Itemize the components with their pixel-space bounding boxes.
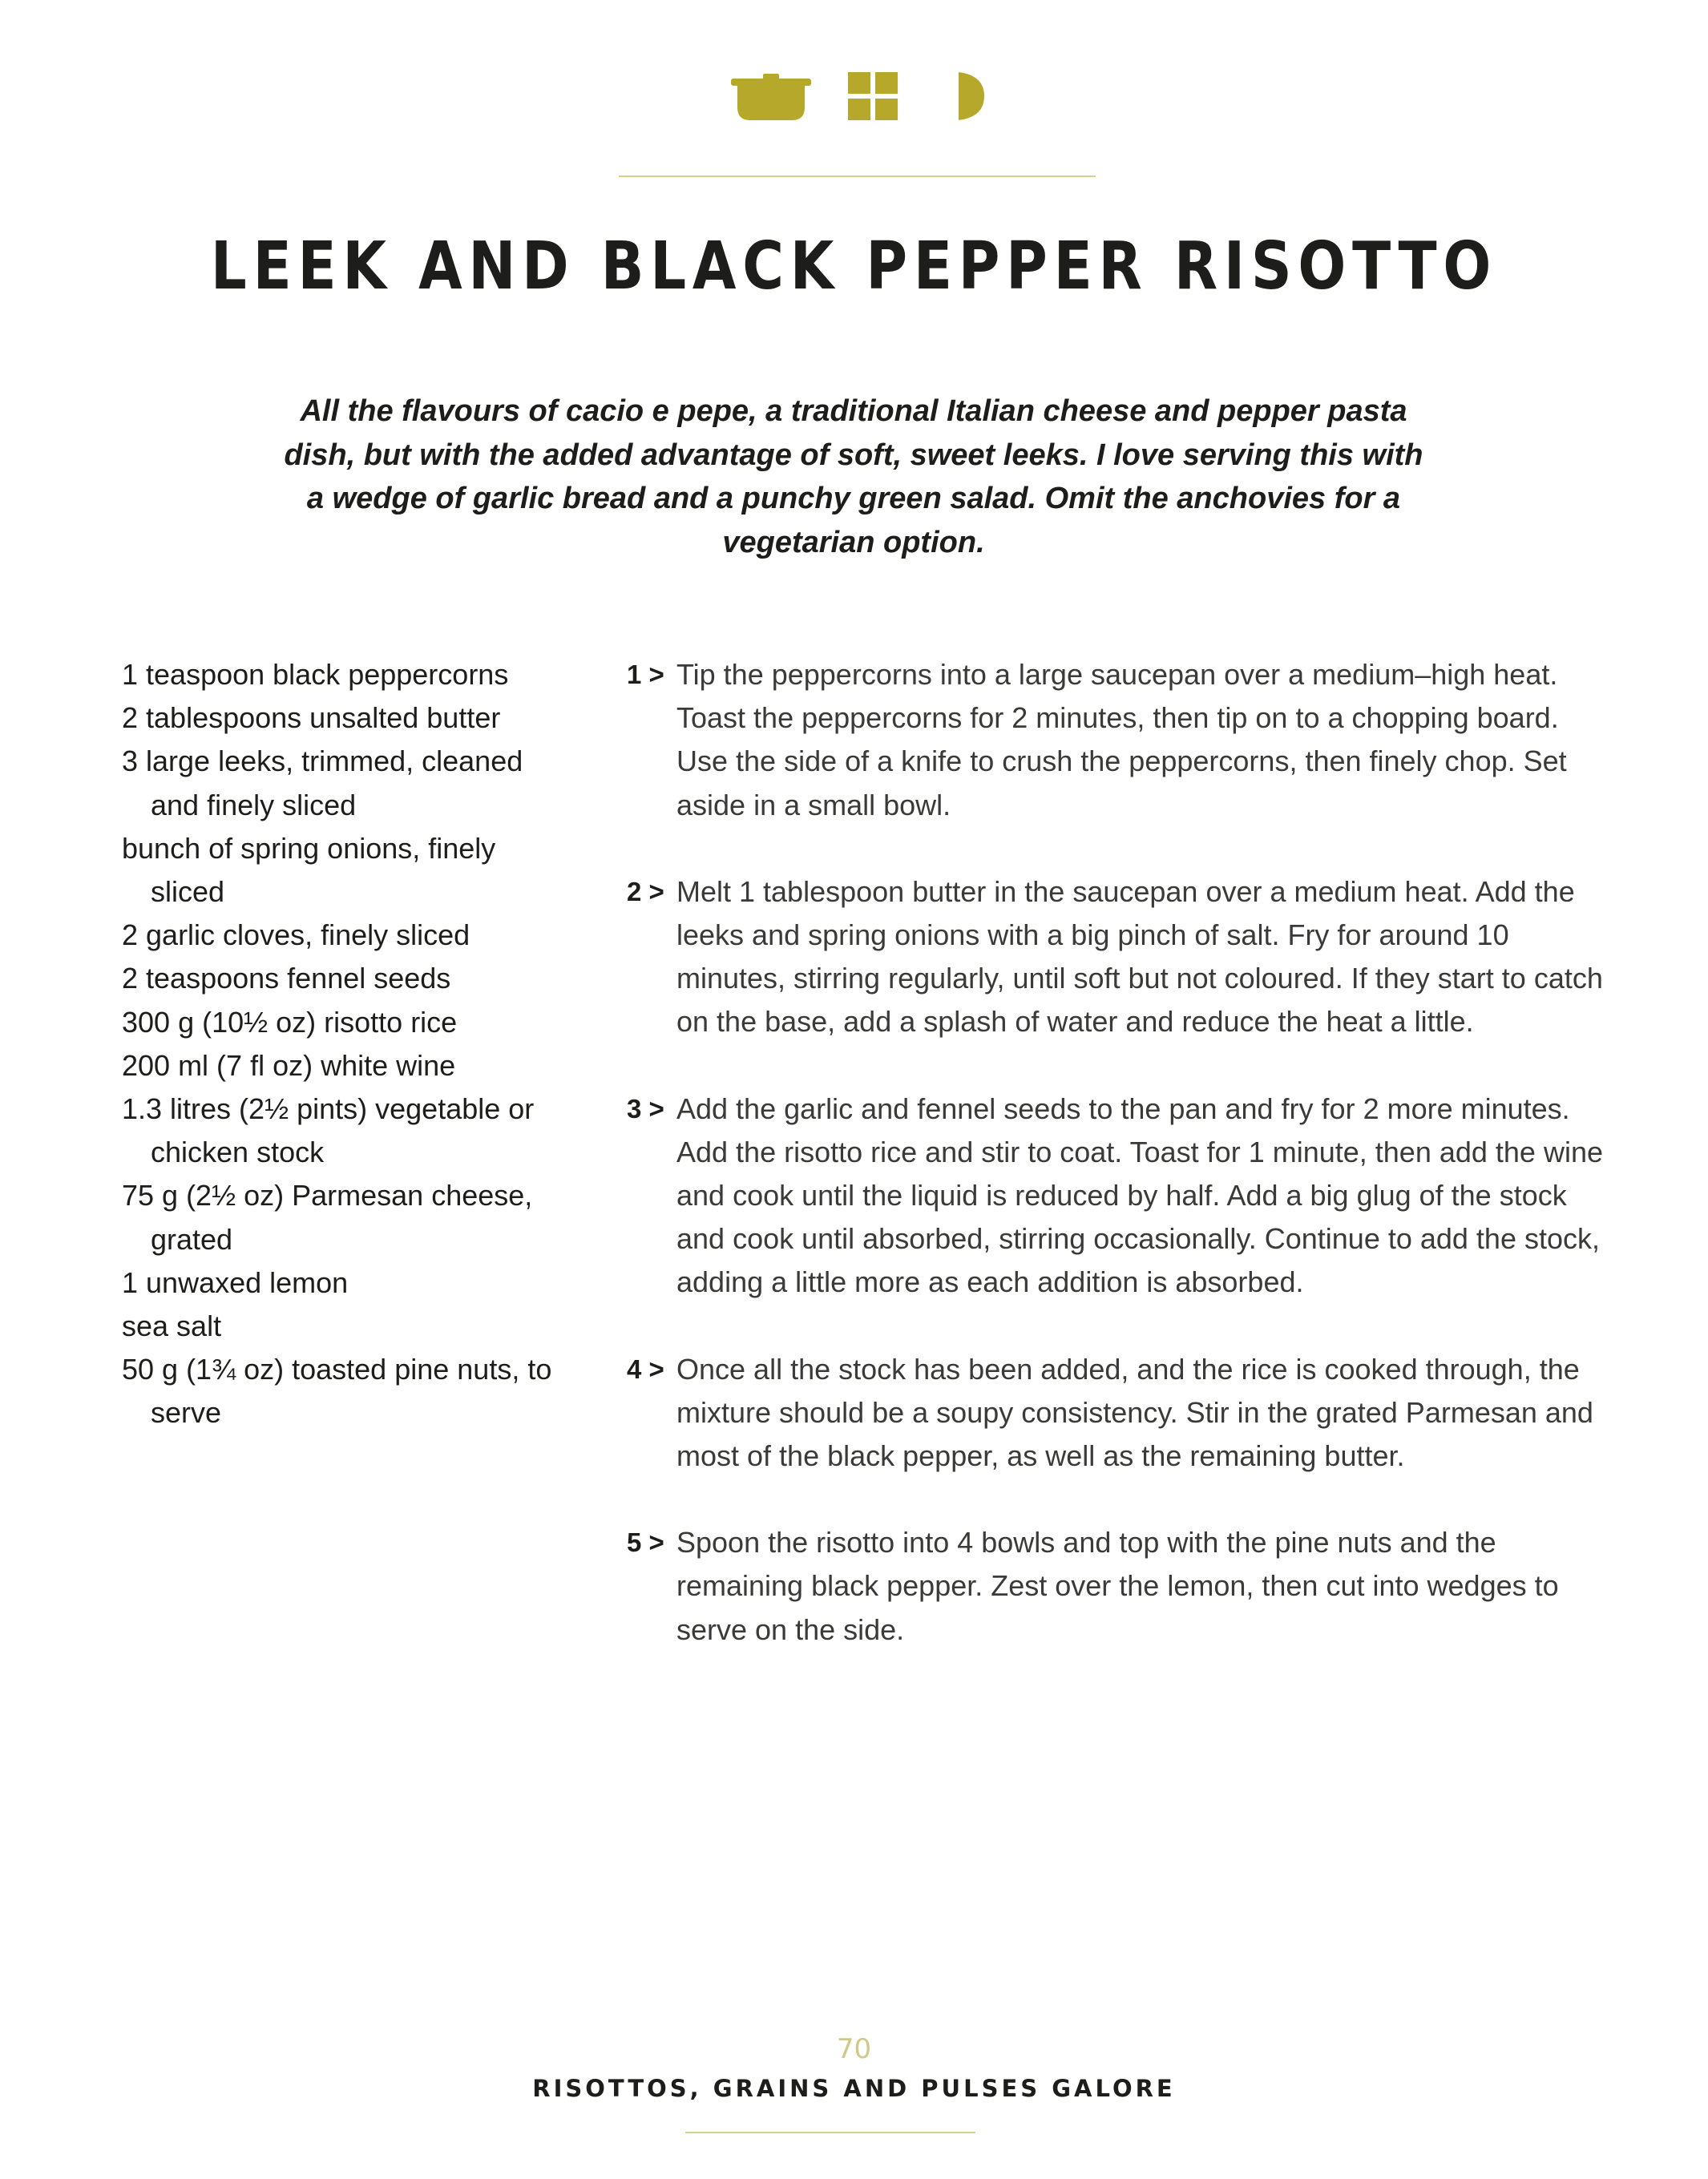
- step-text: Tip the peppercorns into a large saucepan over a medium–high heat. Toast the peppercorns for 2 minutes, then tip on to a chopping board. Use the side of a knife to crush the peppercorns, then finely chop. Set aside in a small bowl.: [676, 658, 1567, 821]
- ingredient-item: 1.3 litres (2½ pints) vegetable or chicken stock: [122, 1092, 535, 1169]
- method-step: [627, 1348, 1605, 1479]
- header-icons: [0, 67, 1708, 123]
- method-step: [627, 653, 1605, 827]
- step-text: Spoon the risotto into 4 bowls and top with the pine nuts and the remaining black pepper. Zest over the lemon, then cut into wedges to serve on the side.: [676, 1526, 1559, 1646]
- step-number: 1 >: [627, 660, 664, 689]
- step-number: 2 >: [627, 876, 664, 906]
- method-step: [627, 1087, 1605, 1305]
- section-title: RISOTTOS, GRAINS AND PULSES GALORE: [532, 2075, 1176, 2102]
- ingredient-item: 1 unwaxed lemon: [122, 1265, 349, 1299]
- step-number: 3 >: [627, 1093, 664, 1124]
- ingredient-item: 2 garlic cloves, finely sliced: [122, 918, 470, 952]
- step-number: 5 >: [627, 1527, 664, 1558]
- ingredient-item: 3 large leeks, trimmed, cleaned and finely sliced: [122, 744, 523, 821]
- step-number: 4 >: [627, 1354, 664, 1384]
- method-steps: [627, 653, 1605, 1695]
- method-step: [627, 1521, 1605, 1652]
- bottom-divider: [685, 2132, 975, 2133]
- step-text: Once all the stock has been added, and the rice is cooked through, the mixture should be a soupy consistency. Stir in the grated Parmesan and most of the black pepper, as well as the remaining butter.: [676, 1352, 1593, 1473]
- method-step: [627, 870, 1605, 1044]
- step-text: Melt 1 tablespoon butter in the saucepan over a medium heat. Add the leeks and spring onions with a big pinch of salt. Fry for around 10 minutes, stirring regularly, until soft but not coloured. If they start to catch on the base, add a splash of water and reduce the heat a little.: [676, 874, 1603, 1039]
- ingredient-item: 200 ml (7 fl oz) white wine: [122, 1048, 456, 1082]
- ingredient-item: 75 g (2½ oz) Parmesan cheese, grated: [122, 1179, 533, 1256]
- step-text: Add the garlic and fennel seeds to the pan and fry for 2 more minutes. Add the risotto rice and stir to coat. Toast for 1 minute, then add the wine and cook until the liquid is reduced by half. Add a big glug of the stock and cook until absorbed, stirring occasionally. Continue to add the stock, adding a little more as each addition is absorbed.: [676, 1092, 1603, 1299]
- ingredient-item: 2 teaspoons fennel seeds: [122, 962, 451, 995]
- ingredient-item: sea salt: [122, 1309, 222, 1343]
- ingredients-list: [122, 653, 571, 1435]
- recipe-intro: All the flavours of cacio e pepe, a traditional Italian cheese and pepper pasta dish, but with the added advantage of soft, sweet leeks. I love serving this with a wedge of garlic bread and a punchy green salad. Omit the anchovies for a vegetarian option.: [284, 394, 1423, 559]
- top-divider: [619, 176, 1096, 177]
- recipe-title: LEEK AND BLACK PEPPER RISOTTO: [210, 228, 1498, 305]
- ingredient-item: 50 g (1¾ oz) toasted pine nuts, to serve: [122, 1353, 552, 1430]
- half-moon-icon: [957, 72, 984, 120]
- pot-icon: [731, 72, 811, 122]
- ingredient-item: 2 tablespoons unsalted butter: [122, 701, 501, 735]
- page-number: 70: [836, 2033, 872, 2065]
- ingredient-item: 300 g (10½ oz) risotto rice: [122, 1005, 458, 1039]
- ingredient-item: bunch of spring onions, finely sliced: [122, 831, 496, 909]
- ingredient-item: 1 teaspoon black peppercorns: [122, 658, 509, 691]
- grid-icon: [848, 72, 898, 120]
